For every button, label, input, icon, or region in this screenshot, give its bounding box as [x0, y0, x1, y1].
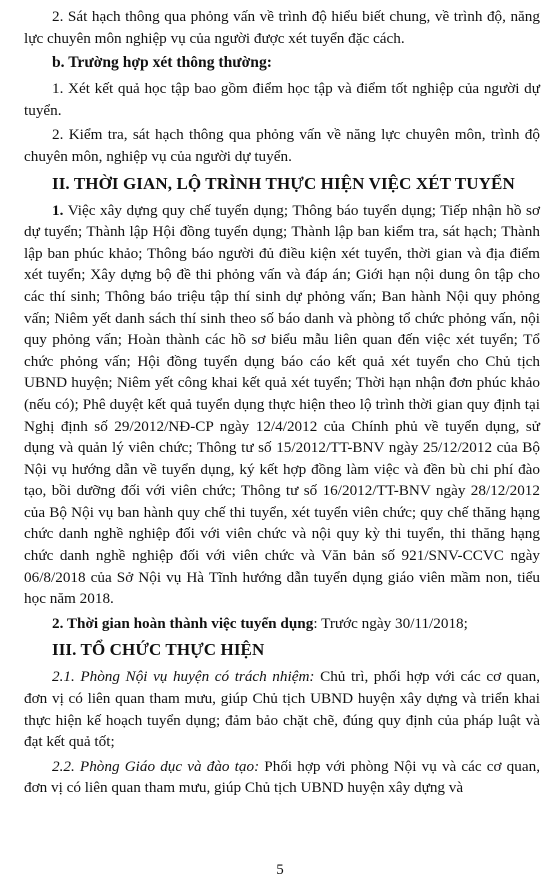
paragraph-education	[24, 756, 540, 799]
paragraph-schedule-number: 1.	[52, 201, 64, 219]
paragraph-deadline-text: : Trước ngày 30/11/2018;	[313, 614, 468, 632]
page-number: 5	[276, 862, 284, 878]
paragraph-home-affairs-text: Chủ trì, phối hợp với các cơ quan, đơn vị có liên quan tham mưu, giúp Chủ tịch UBND huyện xây dựng và triển khai thực hiện kế hoạch tuyển dụng; đảm bảo chặt chẽ, đúng quy định của pháp luật và đạt kết quả tốt;	[24, 668, 540, 751]
paragraph-schedule-text: Việc xây dựng quy chế tuyển dụng; Thông báo tuyển dụng; Tiếp nhận hồ sơ dự tuyển; Thành lập Hội đồng tuyển dụng; Thành lập ban kiểm tra, sát hạch; Thành lập ban phúc khảo; Thông báo người đủ điều kiện xét tuyển, thời gian và địa điểm xét tuyển; Xây dựng bộ đề thi phỏng vấn và đáp án; Giới hạn nội dung ôn tập cho các thí sinh; Thông báo triệu tập thí sinh dự phỏng vấn; Ban hành Nội quy phỏng vấn; Niêm yết danh sách thí sinh theo số báo danh và phòng tổ chức phỏng vấn, nội quy phỏng vấn; Hoàn thành các hồ sơ biểu mẫu liên quan đến việc xét tuyển; Tổ chức phỏng vấn; Hội đồng tuyển dụng báo cáo kết quả xét tuyển cho Chủ tịch UBND huyện; Niêm yết công khai kết quả xét tuyển; Thời hạn nhận đơn phúc khảo (nếu có); Phê duyệt kết quả tuyển dụng thực hiện theo lộ trình thời gian quy định tại Nghị định số 29/2012/NĐ-CP ngày 12/4/2012 của Chính phủ về tuyển dụng, sử dụng và quản lý viên chức; Thông tư số 15/2012/TT-BNV ngày 25/12/2012 của Bộ Nội vụ hướng dẫn về tuyển dụng, ký kết hợp đồng làm việc và đền bù chi phí đào tạo, bồi dưỡng đối với viên chức; Thông tư số 16/2012/TT-BNV ngày 28/12/2012 của Bộ Nội vụ ban hành quy chế thi tuyển, xét tuyển viên chức; quy chế thăng hạng chức danh nghề nghiệp đối với viên chức và nội quy kỳ thi tuyển, thi thăng hạng chức danh nghề nghiệp đối với viên chức và Văn bản số 921/SNV-CCVC ngày 06/8/2018 của Sở Nội vụ Hà Tĩnh hướng dẫn tuyển dụng giáo viên mầm non, tiểu học năm 2018.	[24, 201, 540, 608]
paragraph-education-label: 2.2. Phòng Giáo dục và đào tạo:	[52, 757, 260, 775]
paragraph-study-results: 1. Xét kết quả học tập bao gồm điểm học tập và điểm tốt nghiệp của người dự tuyển.	[24, 80, 540, 119]
heading-normal-case: b. Trường hợp xét thông thường:	[52, 54, 272, 72]
paragraph-deadline-label: 2. Thời gian hoàn thành việc tuyển dụng	[52, 614, 314, 632]
paragraph-home-affairs-label: 2.1. Phòng Nội vụ huyện có trách nhiệm:	[52, 668, 315, 686]
paragraph-exceptional-interview: 2. Sát hạch thông qua phỏng vấn về trình độ hiểu biết chung, về trình độ, năng lực chuyên môn nghiệp vụ của người được xét tuyển đặc cách.	[24, 8, 540, 47]
paragraph-interview-check: 2. Kiểm tra, sát hạch thông qua phỏng vấn về năng lực chuyên môn, trình độ chuyên môn, nghiệp vụ của người dự tuyển.	[24, 126, 540, 165]
heading-section-ii: II. THỜI GIAN, LỘ TRÌNH THỰC HIỆN VIỆC XÉT TUYỂN	[52, 173, 515, 193]
paragraph-schedule	[24, 200, 540, 610]
paragraph-home-affairs	[24, 666, 540, 752]
paragraph-deadline	[24, 613, 540, 635]
paragraph-education-text: Phối hợp với phòng Nội vụ và các cơ quan, đơn vị có liên quan tham mưu, giúp Chủ tịch UBND huyện xây dựng và	[24, 757, 540, 797]
heading-section-iii: III. TỔ CHỨC THỰC HIỆN	[52, 640, 265, 660]
